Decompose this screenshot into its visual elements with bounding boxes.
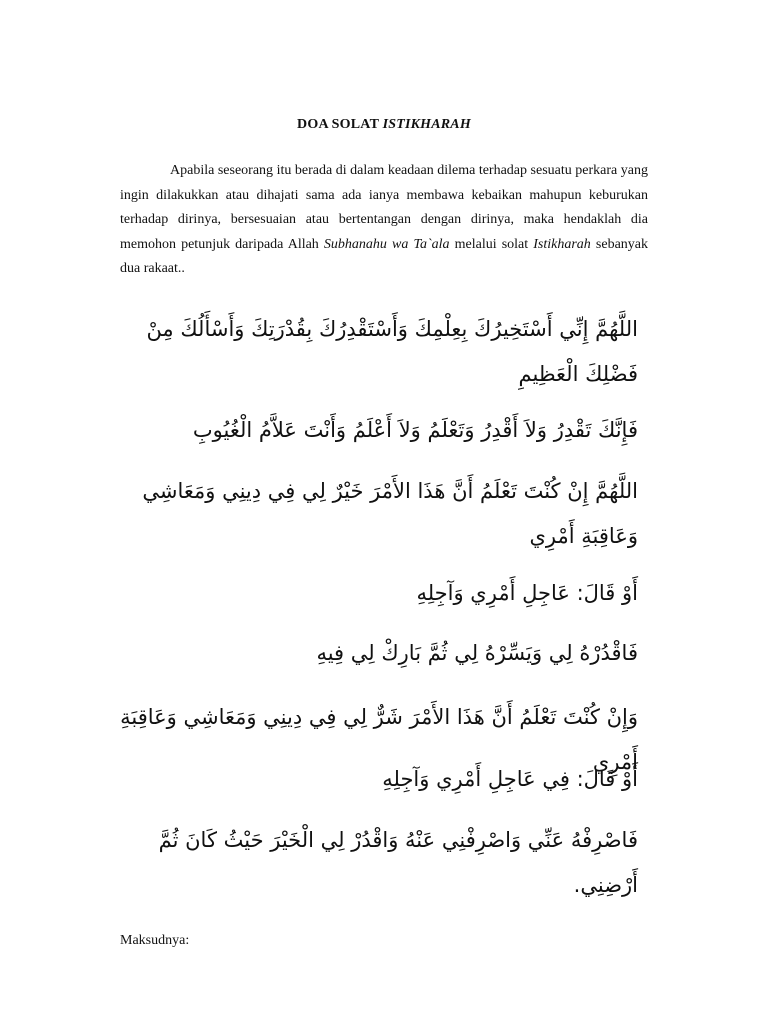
arabic-line-4: أَوْ قَالَ: عَاجِلِ أَمْرِي وَآجِلِهِ <box>416 581 638 605</box>
intro-text-part3: sebanyak dua rakaat.. <box>120 236 649 276</box>
arabic-line-7: أَوْ قَالَ: فِي عَاجِلِ أَمْرِي وَآجِلِهِ <box>382 767 638 791</box>
arabic-line-2: فَإِنَّكَ تَقْدِرُ وَلاَ أَقْدِرُ وَتَعْلَمُ وَلاَ أَعْلَمُ وَأَنْتَ عَلاَّمُ الْغُيُوبِ <box>192 418 638 442</box>
arabic-line-1: اللَّهُمَّ إِنِّي أَسْتَخِيرُكَ بِعِلْمِكَ وَأَسْتَقْدِرُكَ بِقُدْرَتِكَ وَأَسْأَلُكَ مِنْ فَضْلِكَ الْعَظِيمِ <box>146 317 638 386</box>
arabic-line-6: وَإِنْ كُنْتَ تَعْلَمُ أَنَّ هَذَا الأَمْرَ شَرٌّ لِي فِي دِينِي وَمَعَاشِي وَعَاقِبَةِ أَمْرِي <box>120 705 638 774</box>
title-text: DOA SOLAT <box>297 117 383 132</box>
document-title <box>0 117 768 133</box>
intro-text-part1: Apabila seseorang itu berada di dalam keadaan dilema terhadap sesuatu perkara yang ingin dilakukkan atau dihajati sama ada ianya membawa kebaikan mahupun keburukan terhadap dirinya, bersesuaian atau bertentangan dengan dirinya, maka hendaklah dia memohon petunjuk daripada Allah <box>120 163 648 252</box>
title-italic-text: ISTIKHARAH <box>382 117 471 132</box>
intro-italic-subhanahu: Subhanahu wa Ta`ala <box>323 236 450 252</box>
intro-text-part2: melalui solat <box>449 236 534 252</box>
arabic-line-8: فَاصْرِفْهُ عَنِّي وَاصْرِفْنِي عَنْهُ وَاقْدُرْ لِي الْخَيْرَ حَيْثُ كَانَ ثُمَّ أَرْضِنِي. <box>158 828 638 897</box>
intro-paragraph <box>120 159 648 282</box>
maksudnya-label: Maksudnya: <box>120 933 190 948</box>
intro-italic-istikharah: Istikharah <box>533 236 591 252</box>
arabic-line-3: اللَّهُمَّ إِنْ كُنْتَ تَعْلَمُ أَنَّ هَذَا الأَمْرَ خَيْرٌ لِي فِي دِينِي وَمَعَاشِي وَعَاقِبَةِ أَمْرِي <box>142 479 638 548</box>
arabic-line-5: فَاقْدُرْهُ لِي وَيَسِّرْهُ لِي ثُمَّ بَارِكْ لِي فِيهِ <box>316 641 638 665</box>
